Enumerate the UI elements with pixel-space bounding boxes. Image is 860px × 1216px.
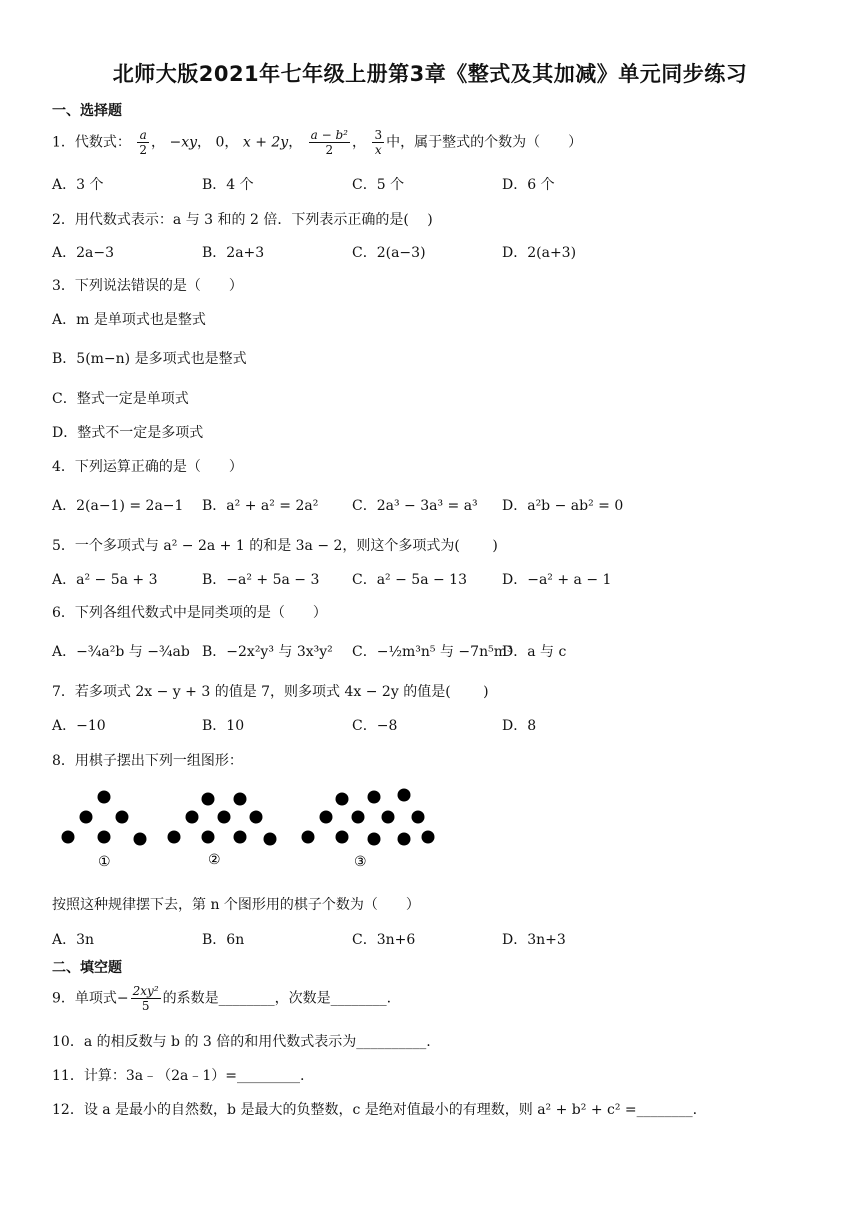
question-4: 4．下列运算正确的是（ ） <box>52 459 243 475</box>
section-choice: 一、选择题 <box>52 103 122 119</box>
q1-option-d: D．6 个 <box>502 177 555 193</box>
question-9: 9．单项式− $\frac{\text{2xy²}}{5}$ 的系数是________，次数是________. <box>52 984 392 1013</box>
q1-options <box>52 174 812 196</box>
chess-piece <box>186 811 199 824</box>
chess-piece <box>398 833 411 846</box>
q9-rest: 的系数是________，次数是________. <box>162 990 392 1007</box>
chess-piece <box>98 791 111 804</box>
q6-option-d: D．a 与 c <box>502 644 567 660</box>
q5-option-b: B．−a² + 5a − 3 <box>202 572 320 588</box>
chess-piece <box>422 831 435 844</box>
chess-piece <box>264 833 277 846</box>
page-title: 北师大版2021年七年级上册第3章《整式及其加减》单元同步练习 <box>112 62 748 86</box>
chess-pattern-figure <box>58 782 458 872</box>
q8-follow-text: 按照这种规律摆下去，第 n 个图形用的棋子个数为（ ） <box>52 897 420 913</box>
q5-option-c: C．a² − 5a − 13 <box>352 572 468 588</box>
q2-option-a: A．2a−3 <box>52 245 115 261</box>
chess-piece <box>336 831 349 844</box>
question-6: 6．下列各组代数式中是同类项的是（ ） <box>52 605 327 621</box>
q3-option-b: B．5(m−n) 是多项式也是整式 <box>52 351 247 367</box>
q3-option-d: D．整式不一定是多项式 <box>52 425 204 441</box>
q5-options <box>52 569 812 591</box>
q8-option-d: D．3n+3 <box>502 932 566 948</box>
chess-piece <box>80 811 93 824</box>
question-5: 5．一个多项式与 a² − 2a + 1 的和是 3a − 2，则这个多项式为( ) <box>52 538 498 554</box>
figure-label-2: ② <box>208 852 221 868</box>
q8-option-a: A．3n <box>52 932 95 948</box>
q8-option-c: C．3n+6 <box>352 932 416 948</box>
q4-option-d: D．a²b − ab² = 0 <box>502 498 624 514</box>
chess-piece <box>62 831 75 844</box>
q1-option-c: C．5 个 <box>352 177 405 193</box>
q5-option-d: D．−a² + a − 1 <box>502 572 612 588</box>
q2-option-b: B．2a+3 <box>202 245 265 261</box>
question-11: 11．计算：3a﹣（2a﹣1）=_________. <box>52 1068 305 1084</box>
figure-label-1: ① <box>98 854 111 870</box>
q1-fraction-5: $\frac{\text{a − b²}}{2}$ <box>310 128 348 157</box>
chess-piece <box>336 793 349 806</box>
q4-option-c: C．2a³ − 3a³ = a³ <box>352 498 478 514</box>
q7-option-d: D．8 <box>502 718 537 734</box>
chess-piece <box>368 791 381 804</box>
q6-option-c: C．−½m³n⁵ 与 −7n⁵m³ <box>352 644 513 660</box>
question-3: 3．下列说法错误的是（ ） <box>52 278 243 294</box>
chess-piece <box>412 811 425 824</box>
q8-option-b: B．6n <box>202 932 245 948</box>
question-1: 1．代数式： $\frac{a}{2}$ ， −xy， 0， x + 2y， $\frac{\text{a − b²}}{2}$ ， $\frac{3}{x}$ 中，属于整式的个数为（ ） <box>52 128 583 157</box>
q2-options <box>52 242 812 264</box>
q4-options <box>52 495 812 517</box>
question-8: 8．用棋子摆出下列一组图形： <box>52 753 243 769</box>
q1-term-3: 0 <box>215 134 225 151</box>
q7-option-a: A．−10 <box>52 718 106 734</box>
q7-option-b: B．10 <box>202 718 245 734</box>
q7-options <box>52 715 812 737</box>
q1-prefix: 1．代数式： <box>52 134 131 151</box>
q3-option-c: C．整式一定是单项式 <box>52 391 189 407</box>
question-7: 7．若多项式 2x − y + 3 的值是 7，则多项式 4x − 2y 的值是( ) <box>52 684 489 700</box>
q2-option-d: D．2(a+3) <box>502 245 577 261</box>
q8-options <box>52 929 812 951</box>
chess-piece <box>202 793 215 806</box>
question-10: 10．a 的相反数与 b 的 3 倍的和用代数式表示为__________. <box>52 1034 431 1050</box>
q1-fraction-6: $\frac{3}{x}$ <box>374 128 383 157</box>
chess-piece <box>234 793 247 806</box>
chess-piece <box>218 811 231 824</box>
chess-piece <box>368 833 381 846</box>
chess-piece <box>168 831 181 844</box>
q1-option-b: B．4 个 <box>202 177 254 193</box>
chess-piece <box>320 811 333 824</box>
q1-fraction-1: $\frac{a}{2}$ <box>139 128 148 157</box>
chess-piece <box>398 789 411 802</box>
q9-fraction: $\frac{\text{2xy²}}{5}$ <box>132 984 159 1013</box>
chess-piece <box>352 811 365 824</box>
q7-option-c: C．−8 <box>352 718 398 734</box>
q1-term-4: x + 2y <box>242 134 289 151</box>
chess-piece <box>202 831 215 844</box>
q1-term-2: −xy <box>169 134 198 151</box>
chess-piece <box>98 831 111 844</box>
q6-options <box>52 641 812 663</box>
question-12: 12．设 a 是最小的自然数，b 是最大的负整数，c 是绝对值最小的有理数，则 a² + b² + c² =________. <box>52 1102 698 1118</box>
q3-option-a: A．m 是单项式也是整式 <box>52 312 206 328</box>
figure-label-3: ③ <box>354 854 367 870</box>
q4-option-a: A．2(a−1) = 2a−1 <box>52 498 184 514</box>
q5-option-a: A．a² − 5a + 3 <box>52 572 158 588</box>
chess-piece <box>250 811 263 824</box>
chess-piece <box>234 831 247 844</box>
chess-piece <box>134 833 147 846</box>
q1-option-a: A．3 个 <box>52 177 104 193</box>
chess-piece <box>382 811 395 824</box>
q4-option-b: B．a² + a² = 2a² <box>202 498 319 514</box>
q9-prefix: 9．单项式 <box>52 990 117 1007</box>
q6-option-a: A．−¾a²b 与 −¾ab <box>52 644 190 660</box>
chess-piece <box>302 831 315 844</box>
q1-suffix: 中，属于整式的个数为（ ） <box>386 134 583 151</box>
chess-piece <box>116 811 129 824</box>
q2-option-c: C．2(a−3) <box>352 245 426 261</box>
question-2: 2．用代数式表示：a 与 3 和的 2 倍．下列表示正确的是( ) <box>52 212 433 228</box>
q6-option-b: B．−2x²y³ 与 3x³y² <box>202 644 333 660</box>
section-fill: 二、填空题 <box>52 960 122 976</box>
